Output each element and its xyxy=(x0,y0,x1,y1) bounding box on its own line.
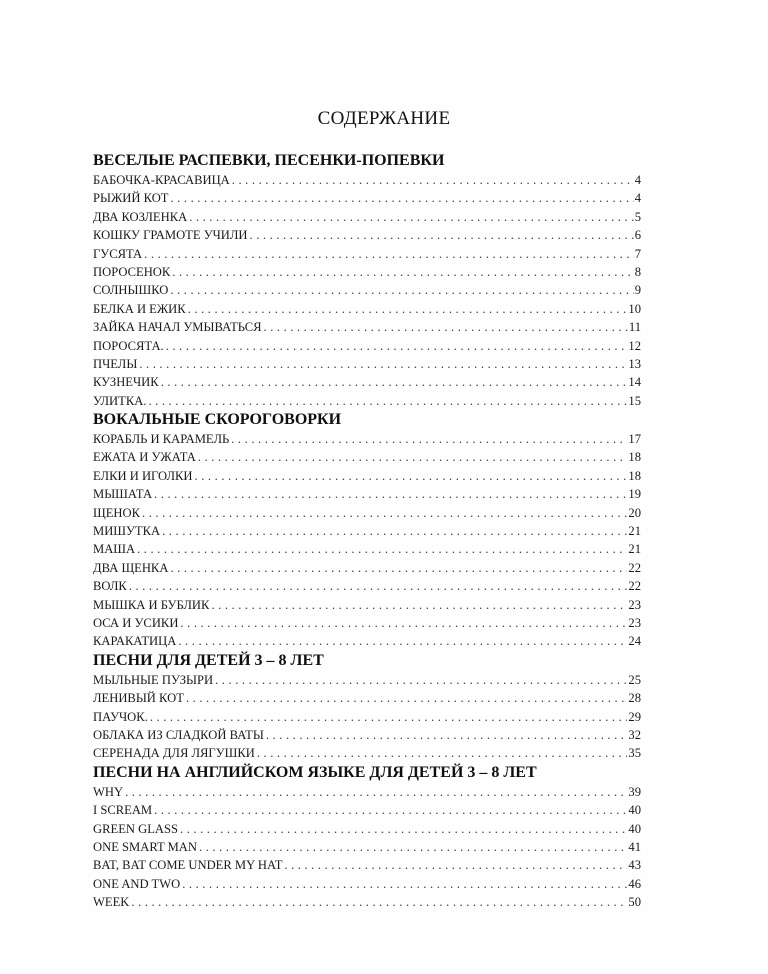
toc-entry[interactable] xyxy=(93,171,641,189)
dot-leader xyxy=(198,448,628,466)
entry-page-number: 28 xyxy=(628,691,641,706)
entry-page-number: 23 xyxy=(628,597,641,612)
section-heading: ПЕСНИ НА АНГЛИЙСКОМ ЯЗЫКЕ ДЛЯ ДЕТЕЙ 3 – 8 ЛЕТ xyxy=(93,763,537,781)
dot-leader xyxy=(189,208,634,226)
entry-title: СОЛНЫШКО xyxy=(93,283,169,298)
entry-title: ЛЕНИВЫЙ КОТ xyxy=(93,691,184,706)
entry-page-number: 4 xyxy=(634,173,641,187)
section-heading: ПЕСНИ ДЛЯ ДЕТЕЙ 3 – 8 ЛЕТ xyxy=(93,651,324,669)
entry-page-number: 5 xyxy=(634,209,641,224)
section-heading: ВЕСЕЛЫЕ РАСПЕВКИ, ПЕСЕНКИ-ПОПЕВКИ xyxy=(93,152,445,169)
entry-title: БЕЛКА И ЕЖИК xyxy=(93,301,186,316)
toc-entry[interactable] xyxy=(93,430,641,448)
page-title: СОДЕРЖАНИЕ xyxy=(317,108,451,129)
entry-page-number: 13 xyxy=(628,356,641,371)
entry-title: ГУСЯТА xyxy=(93,246,143,261)
entry-title: ПОРОСЕНОК xyxy=(93,264,171,279)
entry-title: ЗАЙКА НАЧАЛ УМЫВАТЬСЯ xyxy=(93,320,262,335)
toc-section xyxy=(93,651,641,763)
entry-title: WEEK xyxy=(93,895,130,910)
dot-leader xyxy=(148,392,627,410)
dot-leader xyxy=(232,171,634,189)
entry-page-number: 21 xyxy=(628,524,641,539)
entry-title: ПЧЕЛЫ xyxy=(93,356,138,371)
entry-title: ОБЛАКА ИЗ СЛАДКОЙ ВАТЫ xyxy=(93,727,264,742)
dot-leader xyxy=(264,318,628,336)
toc-entry[interactable] xyxy=(93,355,641,373)
entry-title: BAT, BAT COME UNDER MY HAT xyxy=(93,858,283,873)
entry-page-number: 39 xyxy=(628,784,641,799)
toc-entry[interactable] xyxy=(93,485,641,503)
section-heading: ВОКАЛЬНЫЕ СКОРОГОВОРКИ xyxy=(93,411,342,429)
toc-section xyxy=(93,410,641,651)
toc-entry[interactable] xyxy=(93,208,641,226)
toc-entry[interactable] xyxy=(93,632,641,650)
dot-leader xyxy=(150,708,628,726)
entry-page-number: 15 xyxy=(628,393,641,408)
dot-leader xyxy=(180,614,627,632)
entry-page-number: 21 xyxy=(628,542,641,557)
entry-title: ONE SMART MAN xyxy=(93,839,197,854)
dot-leader xyxy=(154,485,627,503)
entry-title: ЕЛКИ И ИГОЛКИ xyxy=(93,468,193,483)
section-entries xyxy=(93,171,641,410)
entry-title: ДВА КОЗЛЕНКА xyxy=(93,209,188,224)
toc-entry[interactable] xyxy=(93,467,641,485)
dot-leader xyxy=(231,430,627,448)
entry-page-number: 23 xyxy=(628,615,641,630)
entry-page-number: 35 xyxy=(628,746,641,761)
toc-entry[interactable] xyxy=(93,744,641,762)
dot-leader xyxy=(125,783,627,801)
entry-title: ONE AND TWO xyxy=(93,876,181,891)
entry-page-number: 46 xyxy=(628,876,641,891)
toc-entry[interactable] xyxy=(93,448,641,466)
dot-leader xyxy=(215,671,627,689)
entry-page-number: 25 xyxy=(628,672,641,687)
entry-title: КУЗНЕЧИК xyxy=(93,375,159,390)
entry-page-number: 4 xyxy=(634,191,641,206)
entry-title: ВОЛК xyxy=(93,579,127,594)
entry-page-number: 17 xyxy=(628,432,641,447)
dot-leader xyxy=(137,540,627,558)
toc-entry[interactable] xyxy=(93,504,641,522)
entry-page-number: 40 xyxy=(628,821,641,836)
entry-page-number: 10 xyxy=(628,301,641,316)
entry-page-number: 29 xyxy=(628,709,641,724)
toc-entry[interactable] xyxy=(93,300,641,318)
entry-page-number: 22 xyxy=(628,579,641,594)
dot-leader xyxy=(139,355,627,373)
entry-page-number: 12 xyxy=(628,338,641,353)
dot-leader xyxy=(182,875,627,893)
dot-leader xyxy=(188,300,628,318)
toc-entry[interactable] xyxy=(93,373,641,391)
entry-page-number: 24 xyxy=(628,634,641,649)
dot-leader xyxy=(161,373,628,391)
dot-leader xyxy=(284,856,627,874)
entry-title: МИШУТКА xyxy=(93,524,161,539)
entry-title: ЩЕНОК xyxy=(93,505,140,520)
entry-title: БАБОЧКА-КРАСАВИЦА xyxy=(93,173,230,187)
entry-page-number: 14 xyxy=(628,375,641,390)
toc-entry[interactable] xyxy=(93,226,641,244)
entry-page-number: 41 xyxy=(628,839,641,854)
entry-page-number: 18 xyxy=(628,468,641,483)
dot-leader xyxy=(257,744,628,762)
entry-title: I SCREAM xyxy=(93,803,153,818)
dot-leader xyxy=(170,559,627,577)
section-entries xyxy=(93,783,641,912)
entry-title: ЕЖАТА И УЖАТА xyxy=(93,450,196,465)
entry-page-number: 32 xyxy=(628,727,641,742)
toc-entry[interactable] xyxy=(93,318,641,336)
entry-page-number: 50 xyxy=(628,895,641,910)
toc-entry[interactable] xyxy=(93,392,641,410)
dot-leader xyxy=(170,189,633,207)
entry-title: GREEN GLASS xyxy=(93,821,179,836)
entry-page-number: 43 xyxy=(628,858,641,873)
toc-section xyxy=(93,151,641,410)
dot-leader xyxy=(154,801,627,819)
dot-leader xyxy=(170,281,633,299)
dot-leader xyxy=(131,893,627,911)
dot-leader xyxy=(129,577,628,595)
entry-title: ДВА ЩЕНКА xyxy=(93,560,169,575)
dot-leader xyxy=(195,467,628,485)
toc-entry[interactable] xyxy=(93,337,641,355)
toc-entry[interactable] xyxy=(93,245,641,263)
entry-title: РЫЖИЙ КОТ xyxy=(93,191,169,206)
toc-entry[interactable] xyxy=(93,671,641,689)
dot-leader xyxy=(178,632,627,650)
entry-page-number: 9 xyxy=(634,283,641,298)
toc-entry[interactable] xyxy=(93,820,641,838)
entry-page-number: 7 xyxy=(634,246,641,261)
toc-entry[interactable] xyxy=(93,189,641,207)
entry-title: КОШКУ ГРАМОТЕ УЧИЛИ xyxy=(93,228,248,243)
toc-entry[interactable] xyxy=(93,838,641,856)
entry-title: МЫШКА И БУБЛИК xyxy=(93,597,210,612)
toc-entry[interactable] xyxy=(93,801,641,819)
toc-entry[interactable] xyxy=(93,281,641,299)
entry-title: ОСА И УСИКИ xyxy=(93,615,179,630)
toc-entry[interactable] xyxy=(93,559,641,577)
toc-entry[interactable] xyxy=(93,893,641,911)
entry-title: МЫЛЬНЫЕ ПУЗЫРИ xyxy=(93,672,214,687)
toc-entry[interactable] xyxy=(93,875,641,893)
entry-title: МЫШАТА xyxy=(93,487,153,502)
dot-leader xyxy=(211,596,627,614)
dot-leader xyxy=(162,522,627,540)
dot-leader xyxy=(250,226,634,244)
toc-entry[interactable] xyxy=(93,263,641,281)
entry-title: МАША xyxy=(93,542,136,557)
toc-entry[interactable] xyxy=(93,708,641,726)
dot-leader xyxy=(144,245,634,263)
section-entries xyxy=(93,430,641,651)
entry-page-number: 40 xyxy=(628,803,641,818)
dot-leader xyxy=(142,504,627,522)
toc-entry[interactable] xyxy=(93,596,641,614)
entry-page-number: 20 xyxy=(628,505,641,520)
entry-page-number: 22 xyxy=(628,560,641,575)
toc-entry[interactable] xyxy=(93,614,641,632)
dot-leader xyxy=(186,689,627,707)
toc-section xyxy=(93,763,641,912)
dot-leader xyxy=(180,820,627,838)
table-of-contents xyxy=(93,151,641,911)
toc-entry[interactable] xyxy=(93,577,641,595)
entry-page-number: 8 xyxy=(634,264,641,279)
entry-title: WHY xyxy=(93,784,124,799)
toc-entry[interactable] xyxy=(93,726,641,744)
entry-page-number: 18 xyxy=(628,450,641,465)
entry-title: УЛИТКА. xyxy=(93,393,147,408)
entry-title: КОРАБЛЬ И КАРАМЕЛЬ xyxy=(93,432,230,447)
dot-leader xyxy=(166,337,628,355)
entry-title: ПАУЧОК. xyxy=(93,709,148,724)
toc-entry[interactable] xyxy=(93,689,641,707)
section-entries xyxy=(93,671,641,763)
dot-leader xyxy=(199,838,627,856)
toc-entry[interactable] xyxy=(93,540,641,558)
toc-entry[interactable] xyxy=(93,783,641,801)
entry-title: ПОРОСЯТА. xyxy=(93,338,164,353)
entry-title: КАРАКАТИЦА xyxy=(93,634,177,649)
dot-leader xyxy=(172,263,633,281)
entry-page-number: 19 xyxy=(628,487,641,502)
toc-entry[interactable] xyxy=(93,856,641,874)
entry-page-number: 6 xyxy=(634,228,641,243)
dot-leader xyxy=(266,726,628,744)
entry-title: СЕРЕНАДА ДЛЯ ЛЯГУШКИ xyxy=(93,746,255,761)
entry-page-number: 11 xyxy=(628,320,641,335)
toc-entry[interactable] xyxy=(93,522,641,540)
